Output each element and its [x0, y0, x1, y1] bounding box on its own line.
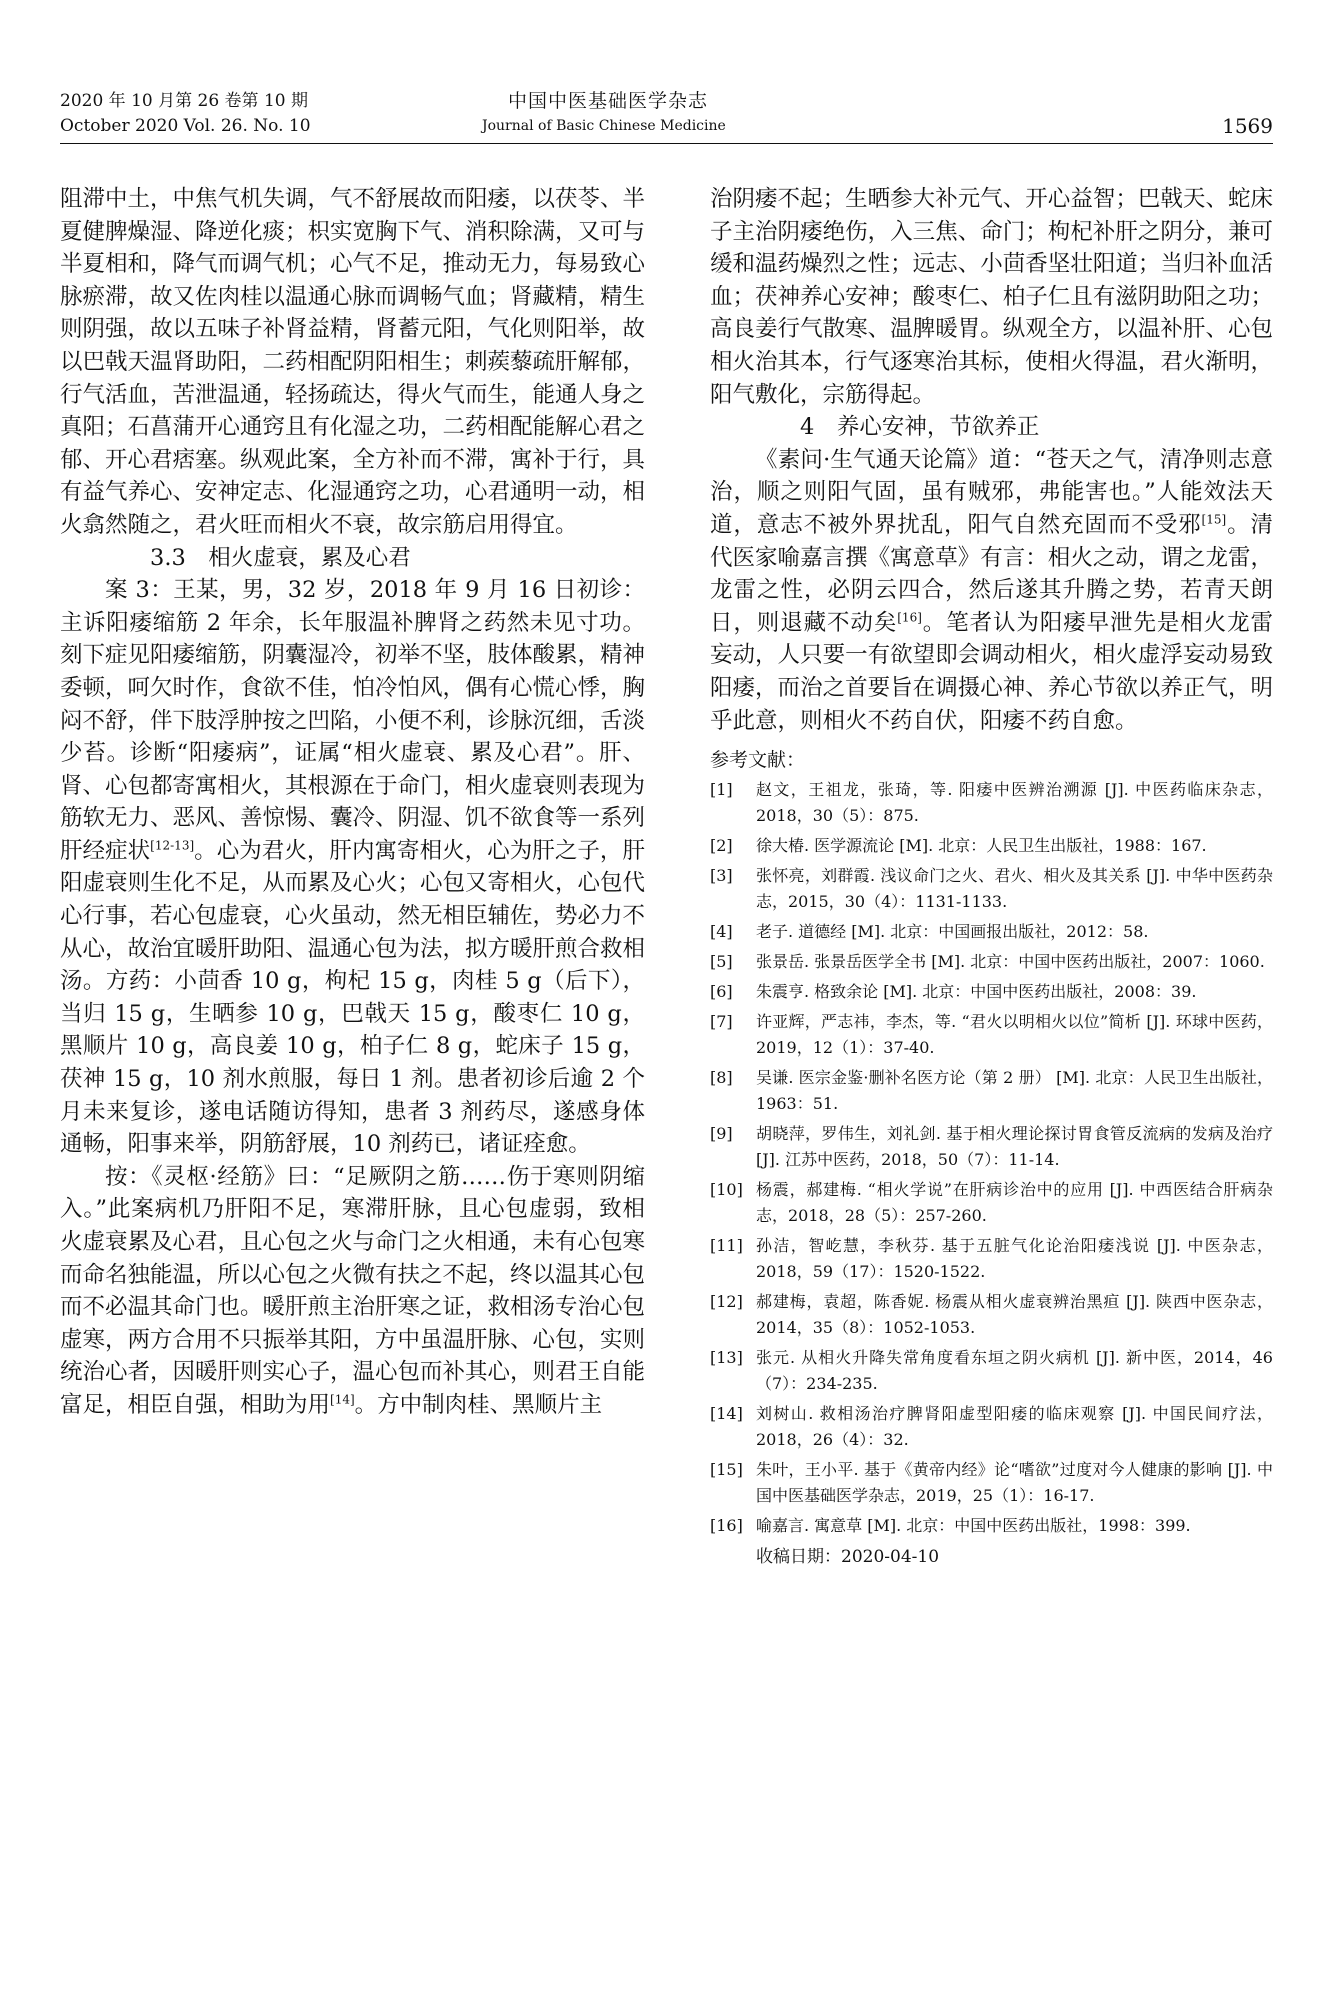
header-rule: [60, 143, 1273, 144]
reference-text: 赵文，王祖龙，张琦，等. 阳痿中医辨治溯源 [J]. 中医药临床杂志，2018，30（5）：875.: [756, 780, 1273, 826]
citation-15: [15]: [1201, 512, 1227, 527]
reference-text: 孙洁，智屹慧，李秋芬. 基于五脏气化论治阳痿浅说 [J]. 中医杂志，2018，59（17）：1520-1522.: [756, 1236, 1273, 1282]
citation-12-13: [12-13]: [150, 838, 195, 853]
reference-item: [710, 1513, 1273, 1539]
reference-list: [710, 777, 1273, 1539]
reference-item: [710, 949, 1273, 975]
reference-item: [710, 1233, 1273, 1285]
reference-number: [6]: [710, 982, 733, 1002]
case3-text-b: 。心为君火，肝内寓寄相火，心为肝之子，肝阳虚衰则生化不足，从而累及心火；心包又寄相火，心包代心行事，若心包虚衰，心火虽动，然无相臣辅佐，势必力不从心，故治宜暖肝助阳、温通心包为法，拟方暖肝煎合救相汤。方药：小茴香 10 g，枸杞 15 g，肉桂 5 g（后下），当归 15 g，生晒参 10 g，巴戟天 15 g，酸枣仁 10 g，黑顺片 10 g，高良姜 10 g，柏子仁 8 g，蛇床子 15 g，茯神 15 g，10 剂水煎服，每日 1 剂。患者初诊后逾 2 个月未来复诊，遂电话随访得知，患者 3 剂药尽，遂感身体通畅，阳事来举，阴筋舒展，10 剂药已，诸证痊愈。: [60, 837, 646, 1158]
reference-text: 徐大椿. 医学源流论 [M]. 北京：人民卫生出版社，1988：167.: [756, 836, 1207, 856]
reference-number: [16]: [710, 1516, 743, 1536]
reference-number: [9]: [710, 1124, 733, 1144]
reference-number: [13]: [710, 1348, 743, 1368]
reference-item: [710, 1401, 1273, 1453]
reference-text: 张景岳. 张景岳医学全书 [M]. 北京：中国中医药出版社，2007：1060.: [756, 952, 1265, 972]
section4-text-b: 。清代医家喻嘉言撰《寓意草》有言：相火之动，谓之龙雷，龙雷之性，必阴云四合，然后遂其升腾之势，若青天朗日，则退藏不动矣: [710, 511, 1273, 636]
reference-text: 张怀亮，刘群霞. 浅议命门之火、君火、相火及其关系 [J]. 中华中医药杂志，2015，30（4）：1131-1133.: [756, 866, 1273, 912]
reference-number: [8]: [710, 1068, 733, 1088]
reference-number: [5]: [710, 952, 733, 972]
reference-text: 郝建梅，袁超，陈香妮. 杨震从相火虚衰辨治黑疸 [J]. 陕西中医杂志，2014，35（8）：1052-1053.: [756, 1292, 1273, 1338]
reference-number: [15]: [710, 1460, 743, 1480]
reference-text: 朱震亨. 格致余论 [M]. 北京：中国中医药出版社，2008：39.: [756, 982, 1197, 1002]
section4-text-a: 《素问·生气通天论篇》道：“苍天之气，清净则志意治，顺之则阳气固，虽有贼邪，弗能害也。”人能效法天道，意志不被外界扰乱，阳气自然充固而不受邪: [710, 446, 1273, 538]
references-title: 参考文献：: [710, 749, 806, 772]
case3-text-a: 案 3：王某，男，32 岁，2018 年 9 月 16 日初诊：主诉阳痿缩筋 2 年余，长年服温补脾肾之药然未见寸功。刻下症见阳痿缩筋，阴囊湿冷，初举不坚，肢体酸累，精神委顿，呵欠时作，食欲不佳，怕冷怕风，偶有心慌心悸，胸闷不舒，伴下肢浮肿按之凹陷，小便不利，诊脉沉细，舌淡少苔。诊断“阳痿病”，证属“相火虚衰、累及心君”。肝、肾、心包都寄寓相火，其根源在于命门，相火虚衰则表现为筋软无力、恶风、善惊惕、囊冷、阴湿、饥不欲食等一系列肝经症状: [60, 577, 646, 864]
issue-info-en: October 2020 Vol. 26. No. 10: [60, 116, 311, 136]
left-column: [60, 183, 645, 1422]
reference-item: [710, 1177, 1273, 1229]
page-number: 1569: [1222, 114, 1273, 138]
reference-number: [10]: [710, 1180, 743, 1200]
reference-item: [710, 1065, 1273, 1117]
section-heading-3-3: 3.3 相火虚衰，累及心君: [150, 544, 411, 571]
reference-text: 张元. 从相火升降失常角度看东垣之阴火病机 [J]. 新中医，2014，46（7）：234-235.: [756, 1348, 1273, 1394]
reference-text: 喻嘉言. 寓意草 [M]. 北京：中国中医药出版社，1998：399.: [756, 1516, 1191, 1536]
reference-item: [710, 1289, 1273, 1341]
reference-number: [12]: [710, 1292, 743, 1312]
reference-number: [7]: [710, 1012, 733, 1032]
reference-item: [710, 979, 1273, 1005]
citation-14: [14]: [330, 1392, 355, 1407]
reference-item: [710, 833, 1273, 859]
section-heading-4: 4 养心安神，节欲养正: [800, 414, 1040, 441]
reference-item: [710, 919, 1273, 945]
reference-item: [710, 777, 1273, 829]
reference-item: [710, 863, 1273, 915]
paragraph-section-4: [710, 444, 1273, 737]
section4-text-c: 。笔者认为阳痿早泄先是相火龙雷妄动，人只要一有欲望即会调动相火，相火虚浮妄动易致阳痿，而治之首要旨在调摄心神、养心节欲以养正气，明乎此意，则相火不药自伏，阳痿不药自愈。: [710, 609, 1273, 734]
reference-item: [710, 1121, 1273, 1173]
paragraph-case2-analysis: 阻滞中土，中焦气机失调，气不舒展故而阳痿，以茯苓、半夏健脾燥湿、降逆化痰；枳实宽胸下气、消积除满，又可与半夏相和，降气而调气机；心气不足，推动无力，每易致心脉瘀滞，故又佐肉桂以温通心脉而调畅气血；肾藏精，精生则阴强，故以五味子补肾益精，肾蓄元阳，气化则阳举，故以巴戟天温肾助阳，二药相配阴阳相生；刺蒺藜疏肝解郁，行气活血，苦泄温通，轻扬疏达，得火气而生，能通人身之真阳；石菖蒲开心通窍且有化湿之功，二药相配能解心君之郁、开心君痞塞。纵观此案，全方补而不滞，寓补于行，具有益气养心、安神定志、化湿通窍之功，心君通明一动，相火翕然随之，君火旺而相火不衰，故宗筋启用得宜。: [60, 186, 646, 538]
reference-text: 许亚辉，严志祎，李杰，等. “君火以明相火以位”简析 [J]. 环球中医药，2019，12（1）：37-40.: [756, 1012, 1273, 1058]
journal-title-cn: 中国中医基础医学杂志: [508, 90, 709, 112]
journal-title-en: Journal of Basic Chinese Medicine: [482, 118, 726, 134]
reference-number: [4]: [710, 922, 733, 942]
reference-text: 刘树山. 救相汤治疗脾肾阳虚型阳痿的临床观察 [J]. 中国民间疗法，2018，26（4）：32.: [756, 1404, 1273, 1450]
paragraph-case3-note-cont: 治阴痿不起；生晒参大补元气、开心益智；巴戟天、蛇床子主治阴痿绝伤，入三焦、命门；枸杞补肝之阴分，兼可缓和温药燥烈之性；远志、小茴香坚壮阳道；当归补血活血；茯神养心安神；酸枣仁、柏子仁且有滋阴助阳之功；高良姜行气散寒、温脾暖胃。纵观全方，以温补肝、心包相火治其本，行气逐寒治其标，使相火得温，君火渐明，阳气敷化，宗筋得起。: [710, 186, 1273, 408]
paragraph-case3: [60, 574, 645, 1161]
reference-text: 杨震，郝建梅. “相火学说”在肝病诊治中的应用 [J]. 中西医结合肝病杂志，2018，28（5）：257-260.: [756, 1180, 1273, 1226]
reference-item: [710, 1457, 1273, 1509]
reference-number: [2]: [710, 836, 733, 856]
reference-number: [1]: [710, 780, 733, 800]
right-column: [710, 183, 1273, 1571]
reference-text: 吴谦. 医宗金鉴·删补名医方论（第 2 册） [M]. 北京：人民卫生出版社，1963：51.: [756, 1068, 1273, 1114]
reference-text: 老子. 道德经 [M]. 北京：中国画报出版社，2012：58.: [756, 922, 1149, 942]
note-text-b: 。方中制肉桂、黑顺片主: [354, 1391, 603, 1418]
issue-info-cn: 2020 年 10 月第 26 卷第 10 期: [60, 91, 308, 111]
reference-item: [710, 1345, 1273, 1397]
citation-16: [16]: [897, 610, 922, 625]
received-date: 收稿日期：2020-04-10: [756, 1547, 940, 1568]
note-text-a: 按：《灵枢·经筋》曰：“足厥阴之筋……伤于寒则阴缩入。”此案病机乃肝阳不足，寒滞肝脉，且心包虚弱，致相火虚衰累及心君，且心包之火与命门之火相通，未有心包寒而命名独能温，所以心包之火微有扶之不起，终以温其心包而不必温其命门也。暖肝煎主治肝寒之证，救相汤专治心包虚寒，两方合用不只振举其阳，方中虽温肝脉、心包，实则统治心者，因暖肝则实心子，温心包而补其心，则君王自能富足，相臣自强，相助为用: [60, 1163, 646, 1418]
reference-item: [710, 1009, 1273, 1061]
reference-text: 朱叶，王小平. 基于《黄帝内经》论“嗜欲”过度对今人健康的影响 [J]. 中国中医基础医学杂志，2019，25（1）：16-17.: [756, 1460, 1273, 1506]
paragraph-case3-note: [60, 1161, 645, 1422]
reference-number: [14]: [710, 1404, 743, 1424]
reference-text: 胡晓萍，罗伟生，刘礼剑. 基于相火理论探讨胃食管反流病的发病及治疗 [J]. 江苏中医药，2018，50（7）：11-14.: [756, 1124, 1273, 1170]
reference-number: [3]: [710, 866, 733, 886]
reference-number: [11]: [710, 1236, 743, 1256]
